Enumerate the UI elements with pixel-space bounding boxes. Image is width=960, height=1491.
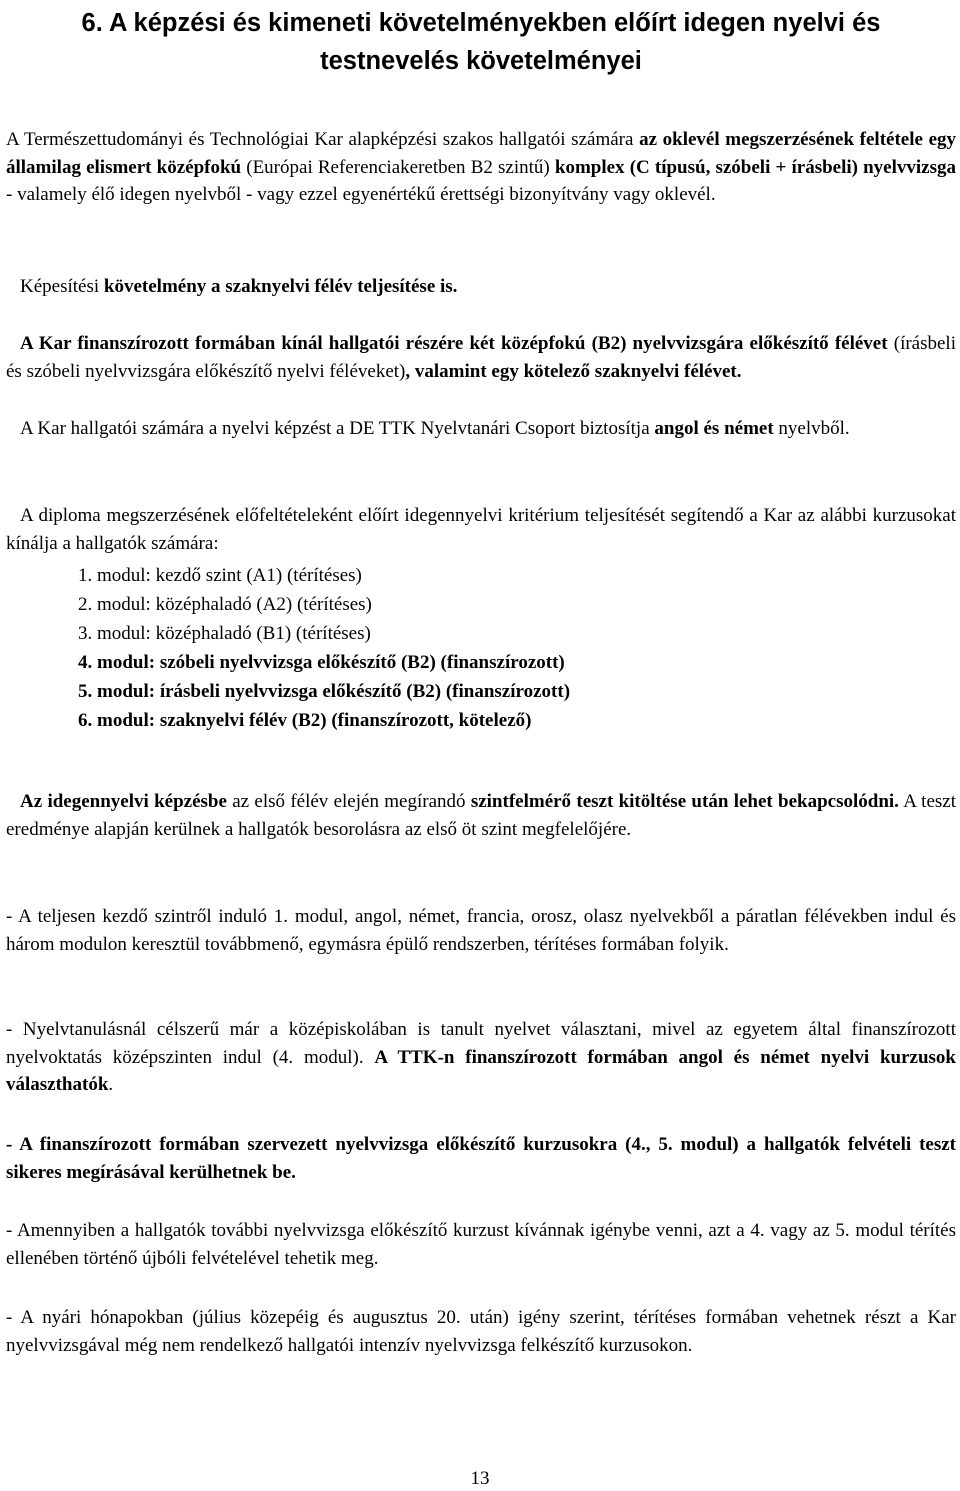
heading-line-2: testnevelés követelményei (320, 47, 642, 75)
p11-text-1: - A nyári hónapokban (július közepéig és augusztus 20. után) igény szerint, térítéses formában vehetnek részt a Kar nyelvvizsgával még nem rendelkező hallgatói intenzív nyelvvizsga felkészítő kurzusokon. (6, 1307, 956, 1356)
paragraph-additional-courses (6, 1217, 956, 1272)
p1-bold-2: komplex (C típusú, szóbeli + írásbeli) nyelvvizsga (554, 156, 956, 178)
p2-text-1: Képesítési (20, 276, 104, 297)
paragraph-placement-test (6, 788, 956, 843)
p3-bold-1: A Kar finanszírozott formában kínál hallgatói részére két középfokú (B2) nyelvvizsgára előkészítő félévet (20, 333, 888, 354)
module-list (78, 561, 570, 735)
paragraph-entrance-test (6, 1131, 956, 1186)
paragraph-financed-semesters (6, 330, 956, 385)
p1-bold-1: az oklevél megszerzésének feltétele egy államilag elismert középfokú (6, 129, 957, 178)
p4-text-2: nyelvből. (773, 418, 850, 439)
paragraph-course-offer-intro (6, 502, 956, 557)
section-heading (6, 4, 956, 80)
p1-text-3: - valamely élő idegen nyelvből - vagy ezzel egyenértékű érettségi bizonyítvány vagy oklevél. (6, 184, 716, 206)
p1-text-2: (Európai Referenciakeretben B2 szintű) (241, 156, 555, 178)
paragraph-language-requirement (6, 126, 956, 209)
heading-line-1: 6. A képzési és kimeneti követelményekben előírt idegen nyelvi és (81, 9, 881, 37)
module-item: 2. modul: középhaladó (A2) (térítéses) (78, 594, 372, 615)
p8-text-1: - Nyelvtanulásnál célszerű már a középiskolában is tanult nyelvet választani, mivel az egyetem által finanszírozott nyelvoktatás középszinten indul (4. modul). (6, 1019, 956, 1068)
module-item: 4. modul: szóbeli nyelvvizsga előkészítő (B2) (finanszírozott) (78, 652, 565, 673)
module-item: 3. modul: középhaladó (B1) (térítéses) (78, 623, 371, 644)
p5-text-1: A diploma megszerzésének előfeltételeként előírt idegennyelvi kritérium teljesítését segítendő a Kar az alábbi kurzusokat kínálja a hallgatók számára: (6, 505, 956, 554)
paragraph-qualification-requirement (6, 273, 956, 301)
module-item: 6. modul: szaknyelvi félév (B2) (finanszírozott, kötelező) (78, 710, 532, 731)
paragraph-language-choice (6, 1016, 956, 1099)
p6-text-1: az első félév elején megírandó (226, 791, 471, 812)
paragraph-language-providers (6, 415, 956, 443)
page-number: 13 (470, 1468, 490, 1489)
paragraph-summer-courses (6, 1304, 956, 1359)
p6-text-2: A teszt eredménye alapján kerülnek a hallgatók besorolásra az első öt szint megfelelőjére. (6, 791, 956, 840)
p7-text-1: - A teljesen kezdő szintről induló 1. modul, angol, német, francia, orosz, olasz nyelvekből a páratlan félévekben indul és három modulon keresztül továbbmenő, egymásra épülő rendszerben, térítéses formában folyik. (6, 906, 956, 955)
p10-text-1: - Amennyiben a hallgatók további nyelvvizsga előkészítő kurzust kívánnak igénybe venni, azt a 4. vagy az 5. modul térítés ellenében történő újbóli felvételével tehetik meg. (6, 1220, 956, 1269)
paragraph-beginner-module (6, 903, 956, 958)
p4-bold-1: angol és német (654, 418, 774, 439)
module-item: 1. modul: kezdő szint (A1) (térítéses) (78, 565, 362, 586)
p3-text-1: (írásbeli és szóbeli nyelvvizsgára előkészítő nyelvi féléveket) (6, 333, 956, 382)
p8-text-2: . (108, 1074, 114, 1096)
p1-text-1: A Természettudományi és Technológiai Kar alapképzési szakos hallgatói számára (6, 129, 640, 150)
module-item: 5. modul: írásbeli nyelvvizsga előkészítő (B2) (finanszírozott) (78, 681, 571, 702)
p9-bold-1: - A finanszírozott formában szervezett nyelvvizsga előkészítő kurzusokra (4., 5. modul) a hallgatók felvételi teszt sikeres megírásával kerülhetnek be. (6, 1134, 956, 1183)
p8-bold-1: A TTK-n finanszírozott formában angol és német nyelvi kurzusok választhatók (6, 1046, 956, 1096)
p6-bold-2: szintfelmérő teszt kitöltése után lehet bekapcsolódni. (470, 791, 899, 812)
p2-bold-1: követelmény a szaknyelvi félév teljesítése is. (103, 276, 458, 297)
p4-text-1: A Kar hallgatói számára a nyelvi képzést a DE TTK Nyelvtanári Csoport biztosítja (20, 418, 655, 439)
p6-bold-1: Az idegennyelvi képzésbe (20, 791, 227, 812)
p3-bold-2: , valamint egy kötelező szaknyelvi félévet. (405, 360, 742, 382)
